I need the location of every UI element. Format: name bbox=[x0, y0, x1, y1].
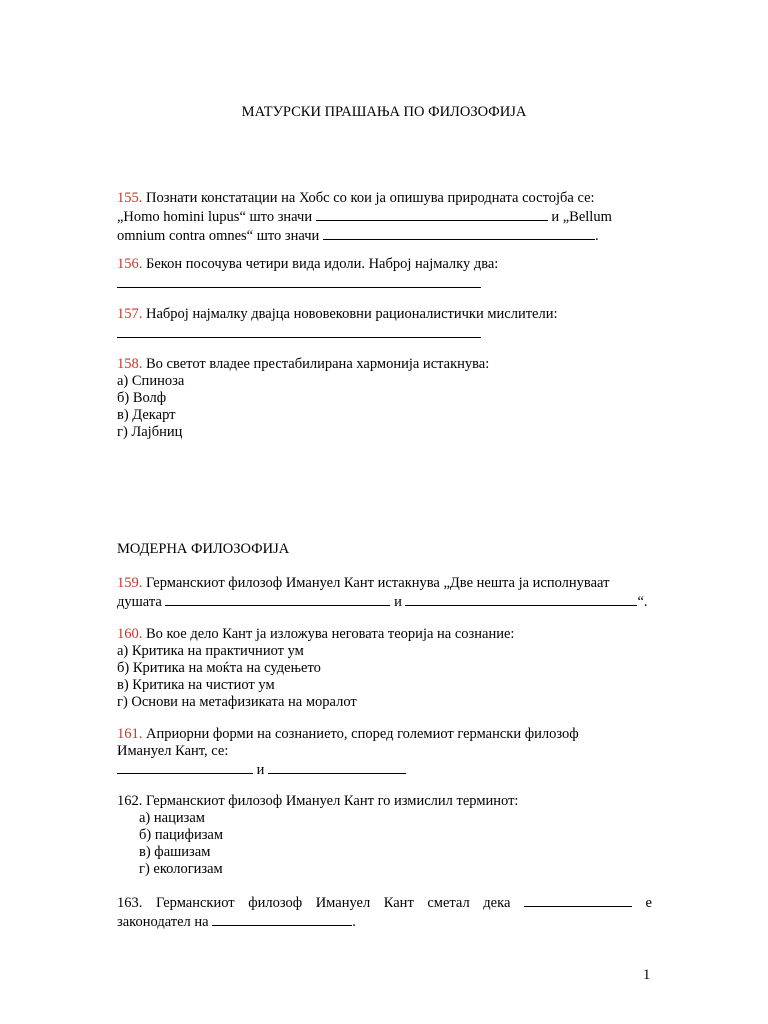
answer-blank bbox=[524, 893, 632, 907]
answer-blank bbox=[117, 323, 481, 338]
answer-blank bbox=[405, 592, 637, 606]
question-number: 156. bbox=[117, 256, 143, 272]
answer-option: б) Критика на моќта на судењето bbox=[117, 660, 321, 676]
question-159 bbox=[117, 575, 652, 611]
question-158 bbox=[117, 356, 652, 441]
answer-blank bbox=[212, 912, 352, 926]
answer-option: в) фашизам bbox=[139, 844, 211, 860]
question-text: Наброј најмалку двајца нововековни рационалистички мислители: bbox=[142, 306, 558, 322]
answer-option: б) Волф bbox=[117, 390, 167, 406]
page-number: 1 bbox=[643, 967, 651, 983]
question-text: Бекон посочува четири вида идоли. Наброј најмалку два: bbox=[142, 256, 499, 272]
question-text: и „Bellum bbox=[547, 209, 612, 225]
answer-blank bbox=[316, 207, 548, 221]
question-text: “. bbox=[637, 594, 648, 610]
answer-option: г) екологизам bbox=[139, 861, 223, 877]
question-number: 157. bbox=[117, 306, 143, 322]
answer-blank bbox=[323, 226, 595, 240]
answer-option: а) нацизам bbox=[139, 810, 205, 826]
question-number: 159. bbox=[117, 575, 143, 591]
question-161 bbox=[117, 726, 652, 779]
question-156 bbox=[117, 256, 652, 288]
question-text: Априорни форми на сознанието, според големиот германски филозоф bbox=[142, 726, 579, 742]
question-162 bbox=[117, 793, 652, 878]
question-number: 155. bbox=[117, 190, 143, 206]
question-155 bbox=[117, 190, 652, 245]
question-160 bbox=[117, 626, 652, 711]
answer-option: в) Критика на чистиот ум bbox=[117, 677, 275, 693]
question-text: 163. Германскиот филозоф Имануел Кант сметал дека bbox=[117, 895, 524, 911]
question-text: Во кое дело Кант ја изложува неговата теорија на сознание: bbox=[142, 626, 515, 642]
answer-option: г) Лајбниц bbox=[117, 424, 183, 440]
question-text: Имануел Кант, се: bbox=[117, 743, 229, 759]
answer-option: а) Спиноза bbox=[117, 373, 185, 389]
question-number: 161. bbox=[117, 726, 143, 742]
question-157 bbox=[117, 306, 652, 338]
question-text: Познати констатации на Хобс со кои ја опишува природната состојба се: bbox=[142, 190, 595, 206]
answer-option: г) Основи на метафизиката на моралот bbox=[117, 694, 357, 710]
answer-option: в) Декарт bbox=[117, 407, 176, 423]
question-text: и bbox=[390, 594, 406, 610]
answer-blank bbox=[117, 273, 481, 288]
question-text: . bbox=[352, 914, 356, 930]
answer-blank bbox=[165, 592, 390, 606]
question-text: и bbox=[253, 762, 269, 778]
question-text: законодател на bbox=[117, 914, 213, 930]
question-163 bbox=[117, 893, 652, 931]
question-text: Германскиот филозоф Имануел Кант истакнува „Две нешта ја исполнуваат bbox=[142, 575, 610, 591]
question-text: 162. Германскиот филозоф Имануел Кант го измислил терминот: bbox=[117, 793, 519, 809]
question-number: 160. bbox=[117, 626, 143, 642]
question-text: е bbox=[631, 895, 652, 911]
question-text: Во светот владее престабилирана хармонија истакнува: bbox=[142, 356, 490, 372]
question-text: . bbox=[594, 228, 599, 244]
answer-option: б) пацифизам bbox=[139, 827, 224, 843]
question-number: 158. bbox=[117, 356, 143, 372]
answer-blank bbox=[268, 760, 406, 774]
section-heading: МОДЕРНА ФИЛОЗОФИЈА bbox=[117, 541, 290, 557]
answer-option: а) Критика на практичниот ум bbox=[117, 643, 304, 659]
question-text: душата bbox=[117, 594, 166, 610]
question-text: „Homo homini lupus“ што значи bbox=[117, 209, 316, 225]
question-text: omnium contra omnes“ што значи bbox=[117, 228, 323, 244]
page-title: МАТУРСКИ ПРАШАЊА ПО ФИЛОЗОФИЈА bbox=[241, 104, 527, 120]
answer-blank bbox=[117, 760, 253, 774]
